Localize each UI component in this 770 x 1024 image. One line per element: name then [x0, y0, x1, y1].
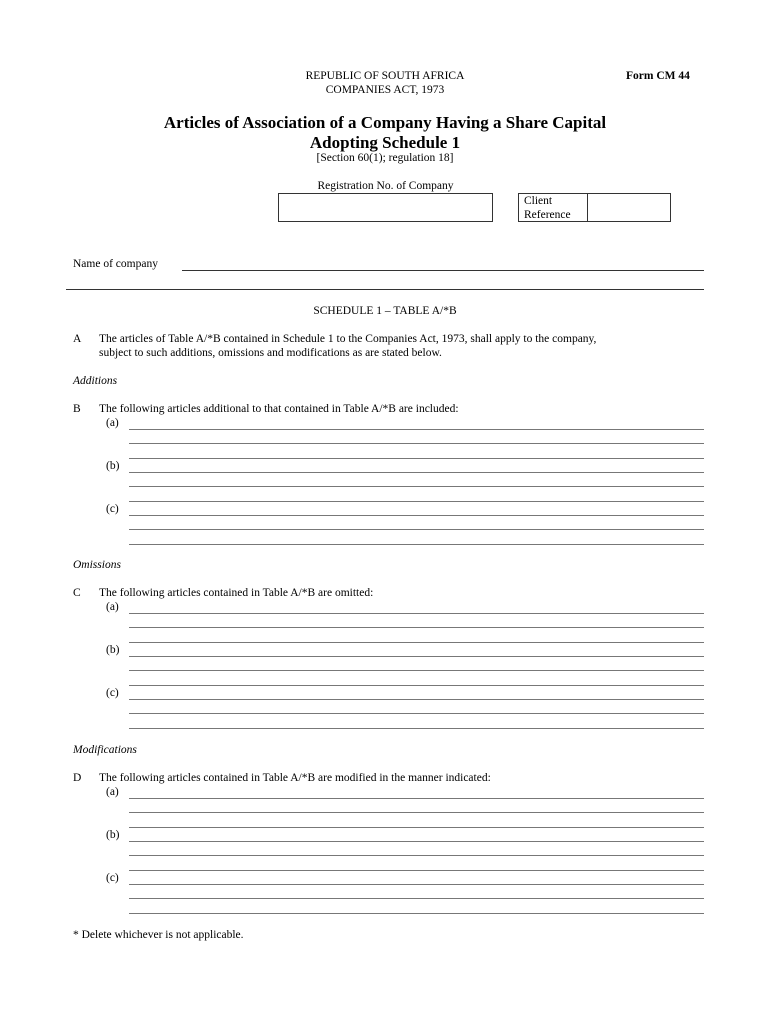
- section-c-letter: C: [73, 587, 81, 599]
- section-d-item-a: (a): [106, 786, 119, 798]
- section-d-b-line-3[interactable]: [129, 870, 704, 871]
- section-d-c-line-2[interactable]: [129, 898, 704, 899]
- section-b-c-line-2[interactable]: [129, 529, 704, 530]
- section-d-text: The following articles contained in Table A/*B are modified in the manner indicated:: [99, 772, 491, 784]
- section-c-item-a: (a): [106, 601, 119, 613]
- section-d-c-line-1[interactable]: [129, 884, 704, 885]
- section-b-a-line-2[interactable]: [129, 443, 704, 444]
- section-c-a-line-3[interactable]: [129, 642, 704, 643]
- section-b-a-line-1[interactable]: [129, 429, 704, 430]
- omissions-heading: Omissions: [73, 559, 121, 571]
- company-name-field[interactable]: [182, 270, 704, 271]
- form-code: Form CM 44: [626, 70, 690, 82]
- section-a-text-1: The articles of Table A/*B contained in Schedule 1 to the Companies Act, 1973, shall apply to the company,: [99, 333, 597, 345]
- section-d-b-line-2[interactable]: [129, 855, 704, 856]
- client-reference-field[interactable]: [588, 194, 670, 221]
- section-b-item-b: (b): [106, 460, 120, 472]
- section-divider: [66, 289, 704, 290]
- country-heading: REPUBLIC OF SOUTH AFRICA: [305, 70, 465, 82]
- section-b-item-c: (c): [106, 503, 119, 515]
- section-b-b-line-3[interactable]: [129, 501, 704, 502]
- section-c-c-line-2[interactable]: [129, 713, 704, 714]
- section-c-text: The following articles contained in Table A/*B are omitted:: [99, 587, 374, 599]
- client-reference-label-2: Reference: [524, 209, 571, 221]
- section-b-letter: B: [73, 403, 81, 415]
- section-d-a-line-2[interactable]: [129, 812, 704, 813]
- section-d-item-b: (b): [106, 829, 120, 841]
- section-d-c-line-3[interactable]: [129, 913, 704, 914]
- section-b-b-line-2[interactable]: [129, 486, 704, 487]
- section-d-a-line-1[interactable]: [129, 798, 704, 799]
- form-title: Articles of Association of a Company Having a Share Capital: [163, 113, 607, 132]
- section-c-c-line-1[interactable]: [129, 699, 704, 700]
- registration-number-field[interactable]: [278, 193, 493, 222]
- section-d-letter: D: [73, 772, 82, 784]
- legal-reference: [Section 60(1); regulation 18]: [316, 152, 454, 164]
- modifications-heading: Modifications: [73, 744, 137, 756]
- registration-label: Registration No. of Company: [317, 180, 454, 192]
- section-b-c-line-1[interactable]: [129, 515, 704, 516]
- act-heading: COMPANIES ACT, 1973: [325, 84, 445, 96]
- section-b-text: The following articles additional to that contained in Table A/*B are included:: [99, 403, 459, 415]
- section-c-a-line-2[interactable]: [129, 627, 704, 628]
- company-name-label: Name of company: [73, 258, 158, 270]
- section-c-b-line-3[interactable]: [129, 685, 704, 686]
- form-subtitle: Adopting Schedule 1: [309, 133, 461, 152]
- footnote: * Delete whichever is not applicable.: [73, 929, 244, 941]
- section-d-item-c: (c): [106, 872, 119, 884]
- section-d-a-line-3[interactable]: [129, 827, 704, 828]
- section-d-b-line-1[interactable]: [129, 841, 704, 842]
- section-c-b-line-2[interactable]: [129, 670, 704, 671]
- section-a-letter: A: [73, 333, 82, 345]
- section-c-item-b: (b): [106, 644, 120, 656]
- section-b-b-line-1[interactable]: [129, 472, 704, 473]
- client-reference-box: [518, 193, 671, 222]
- section-c-item-c: (c): [106, 687, 119, 699]
- section-b-item-a: (a): [106, 417, 119, 429]
- schedule-heading: SCHEDULE 1 – TABLE A/*B: [313, 305, 457, 317]
- section-b-a-line-3[interactable]: [129, 458, 704, 459]
- section-c-b-line-1[interactable]: [129, 656, 704, 657]
- section-b-c-line-3[interactable]: [129, 544, 704, 545]
- section-c-a-line-1[interactable]: [129, 613, 704, 614]
- section-c-c-line-3[interactable]: [129, 728, 704, 729]
- section-a-text-2: subject to such additions, omissions and modifications as are stated below.: [99, 347, 442, 359]
- additions-heading: Additions: [73, 375, 118, 387]
- client-reference-label-1: Client: [524, 195, 553, 207]
